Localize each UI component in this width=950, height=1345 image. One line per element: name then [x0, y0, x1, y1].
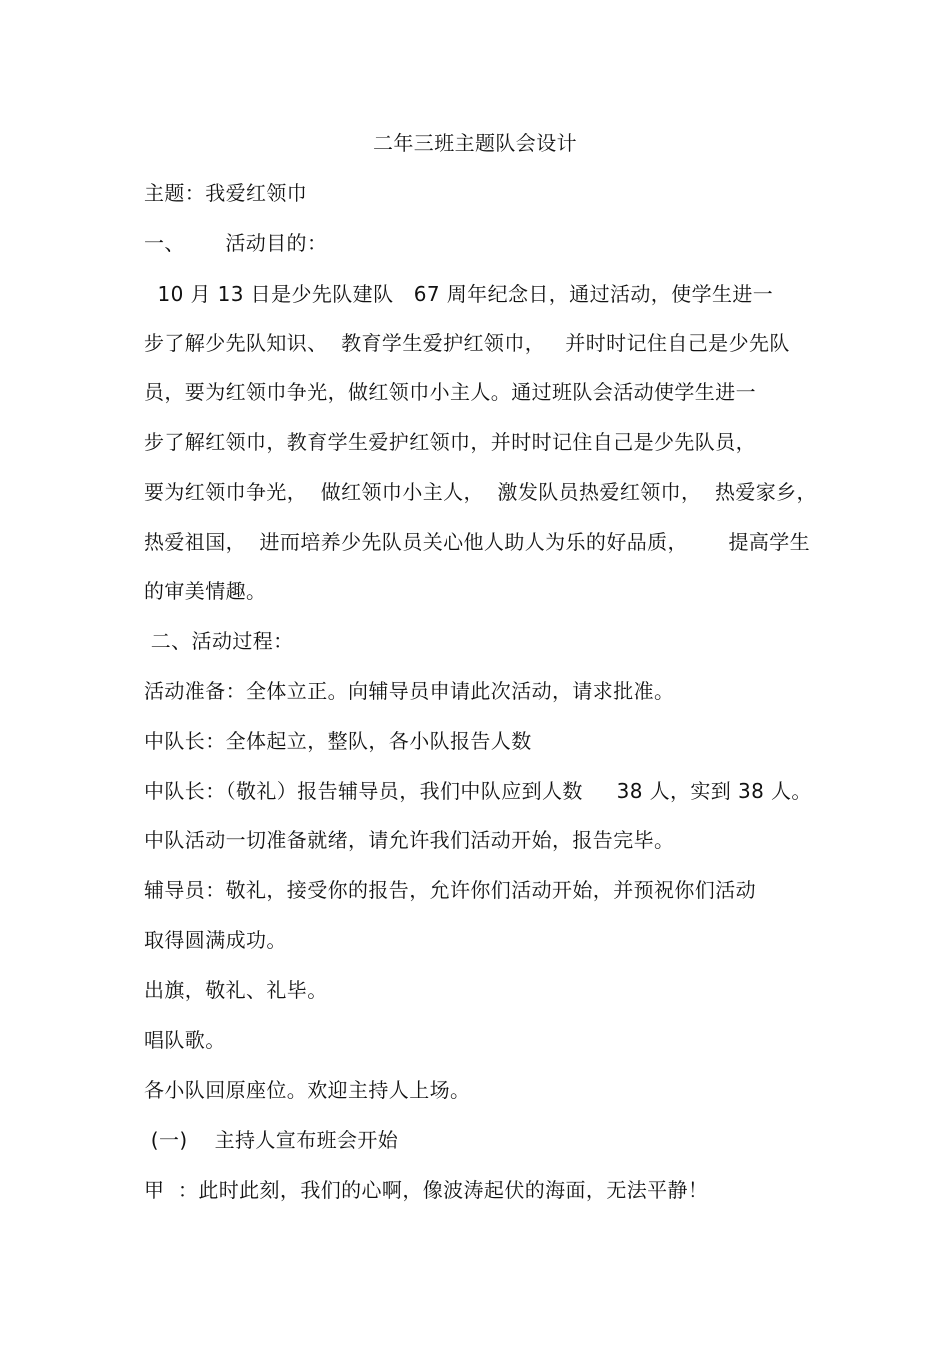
paragraph-line: 出旗，敬礼、礼毕。 [144, 978, 328, 1002]
paragraph-line: 10 月 13 日是少先队建队 67 周年纪念日，通过活动，使学生进一 [144, 282, 774, 306]
paragraph-line: 唱队歌。 [144, 1028, 226, 1052]
theme-line: 主题：我爱红领巾 [144, 181, 308, 205]
paragraph-line: 中队长：全体起立，整队，各小队报告人数 [144, 729, 532, 753]
paragraph-line: 辅导员：敬礼，接受你的报告，允许你们活动开始，并预祝你们活动 [144, 878, 756, 902]
paragraph-line: 中队长：（敬礼）报告辅导员，我们中队应到人数 38 人，实到 38 人。 [144, 779, 812, 803]
subsection-heading: (一) 主持人宣布班会开始 [144, 1128, 399, 1152]
paragraph-line: 中队活动一切准备就绪，请允许我们活动开始，报告完毕。 [144, 828, 675, 852]
paragraph-line: 取得圆满成功。 [144, 928, 287, 952]
paragraph-line: 的审美情趣。 [144, 579, 267, 603]
paragraph-line: 各小队回原座位。欢迎主持人上场。 [144, 1078, 471, 1102]
paragraph-line: 热爱祖国， 进而培养少先队员关心他人助人为乐的好品质， 提高学生 [144, 530, 811, 554]
section-two-heading: 二、活动过程： [144, 629, 294, 653]
document-title: 二年三班主题队会设计 [373, 131, 577, 155]
paragraph-line: 要为红领巾争光， 做红领巾小主人， 激发队员热爱红领巾， 热爱家乡， [144, 480, 817, 504]
paragraph-line: 步了解少先队知识、 教育学生爱护红领巾， 并时时记住自己是少先队 [144, 331, 790, 355]
paragraph-line: 步了解红领巾，教育学生爱护红领巾，并时时记住自己是少先队员， [144, 430, 756, 454]
paragraph-line: 活动准备：全体立正。向辅导员申请此次活动，请求批准。 [144, 679, 675, 703]
section-one-heading: 一、 活动目的： [144, 231, 328, 255]
paragraph-line: 员，要为红领巾争光，做红领巾小主人。通过班队会活动使学生进一 [144, 380, 756, 404]
paragraph-line: 甲 ：此时此刻，我们的心啊，像波涛起伏的海面，无法平静！ [144, 1178, 709, 1202]
